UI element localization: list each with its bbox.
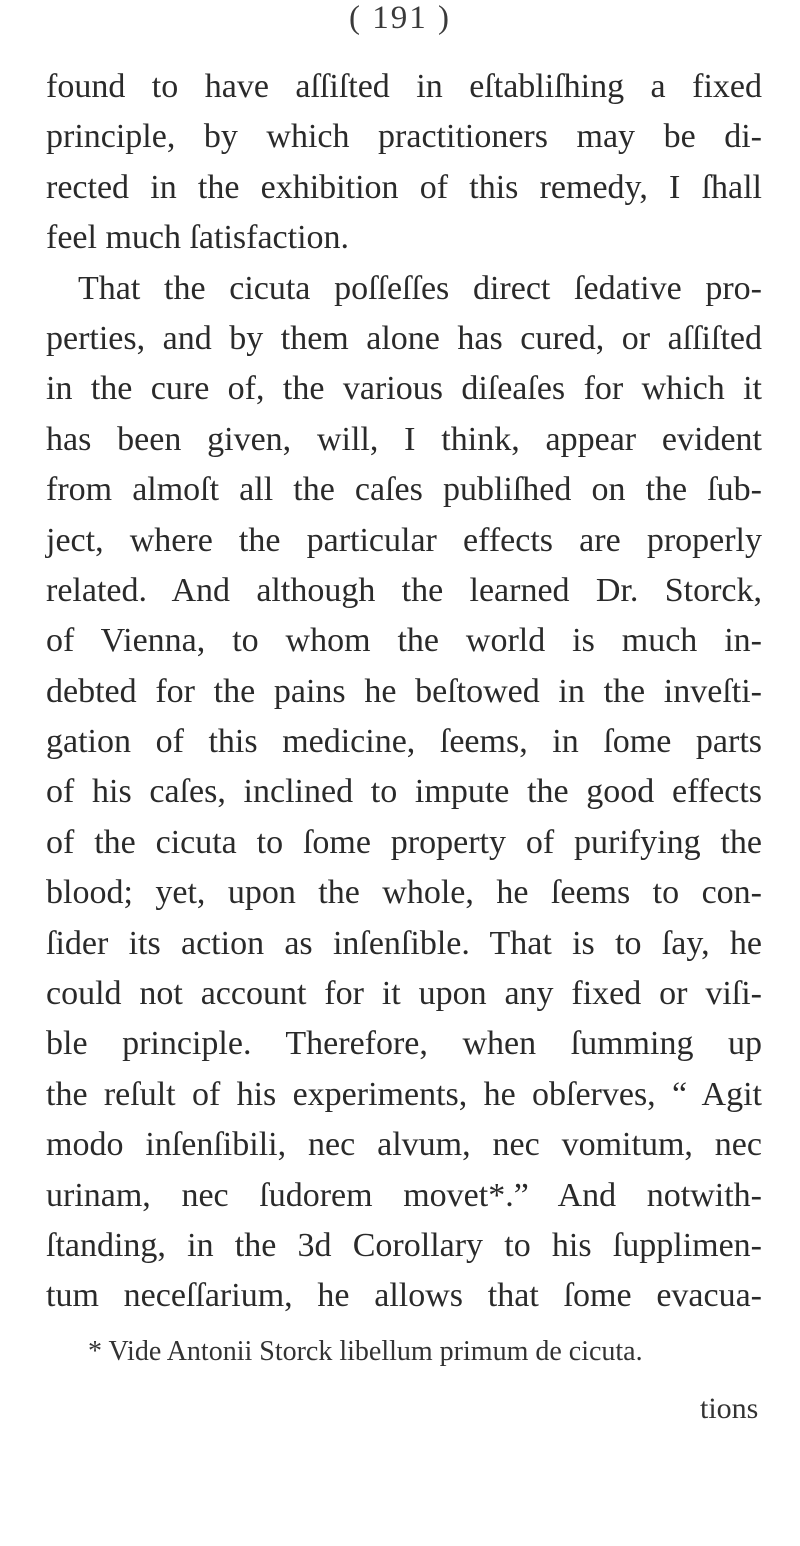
text-line: tum neceſſarium, he allows that ſome evacua- <box>46 1277 762 1315</box>
text-line: urinam, nec ſudorem movet*.” And notwith- <box>46 1176 762 1214</box>
text-line: modo inſenſibili, nec alvum, nec vomitum, nec <box>46 1126 762 1164</box>
body-text <box>46 62 762 1322</box>
page-number: ( 191 ) <box>349 0 451 36</box>
text-line: has been given, will, I think, appear evident <box>46 420 762 458</box>
text-line: in the cure of, the various diſeaſes for which it <box>46 370 762 408</box>
text-line: related. And although the learned Dr. Storck, <box>46 571 762 609</box>
text-line: gation of this medicine, ſeems, in ſome parts <box>46 723 762 761</box>
text-line: of Vienna, to whom the world is much in- <box>46 622 762 660</box>
text-line: from almoſt all the caſes publiſhed on the ſub- <box>46 471 762 509</box>
text-line: feel much ſatisfaction. <box>46 219 350 257</box>
text-line: That the cicuta poſſeſſes direct ſedative pro- <box>78 269 762 307</box>
text-line: of his caſes, inclined to impute the good effects <box>46 773 762 811</box>
text-line: ſtanding, in the 3d Corollary to his ſupplimen- <box>46 1226 762 1264</box>
text-line: principle, by which practitioners may be di- <box>46 118 762 156</box>
text-line: could not account for it upon any fixed or viſi- <box>46 975 762 1013</box>
text-line: perties, and by them alone has cured, or aſſiſted <box>46 319 762 357</box>
catchword: tions <box>700 1391 759 1425</box>
text-line: ble principle. Therefore, when ſumming up <box>46 1025 762 1063</box>
text-line: ject, where the particular effects are properly <box>46 521 762 559</box>
text-line: ſider its action as inſenſible. That is to ſay, he <box>46 924 762 962</box>
text-line: found to have aſſiſted in eſtabliſhing a fixed <box>46 68 762 105</box>
text-line: debted for the pains he beſtowed in the inveſti- <box>46 672 762 710</box>
text-line: rected in the exhibition of this remedy, I ſhall <box>46 168 762 206</box>
text-line: blood; yet, upon the whole, he ſeems to con- <box>46 874 762 912</box>
text-line: of the cicuta to ſome property of purifying the <box>46 823 762 861</box>
text-line: the reſult of his experiments, he obſerves, “ Agit <box>46 1075 762 1113</box>
footnote: * Vide Antonii Storck libellum primum de cicuta. <box>88 1335 643 1367</box>
